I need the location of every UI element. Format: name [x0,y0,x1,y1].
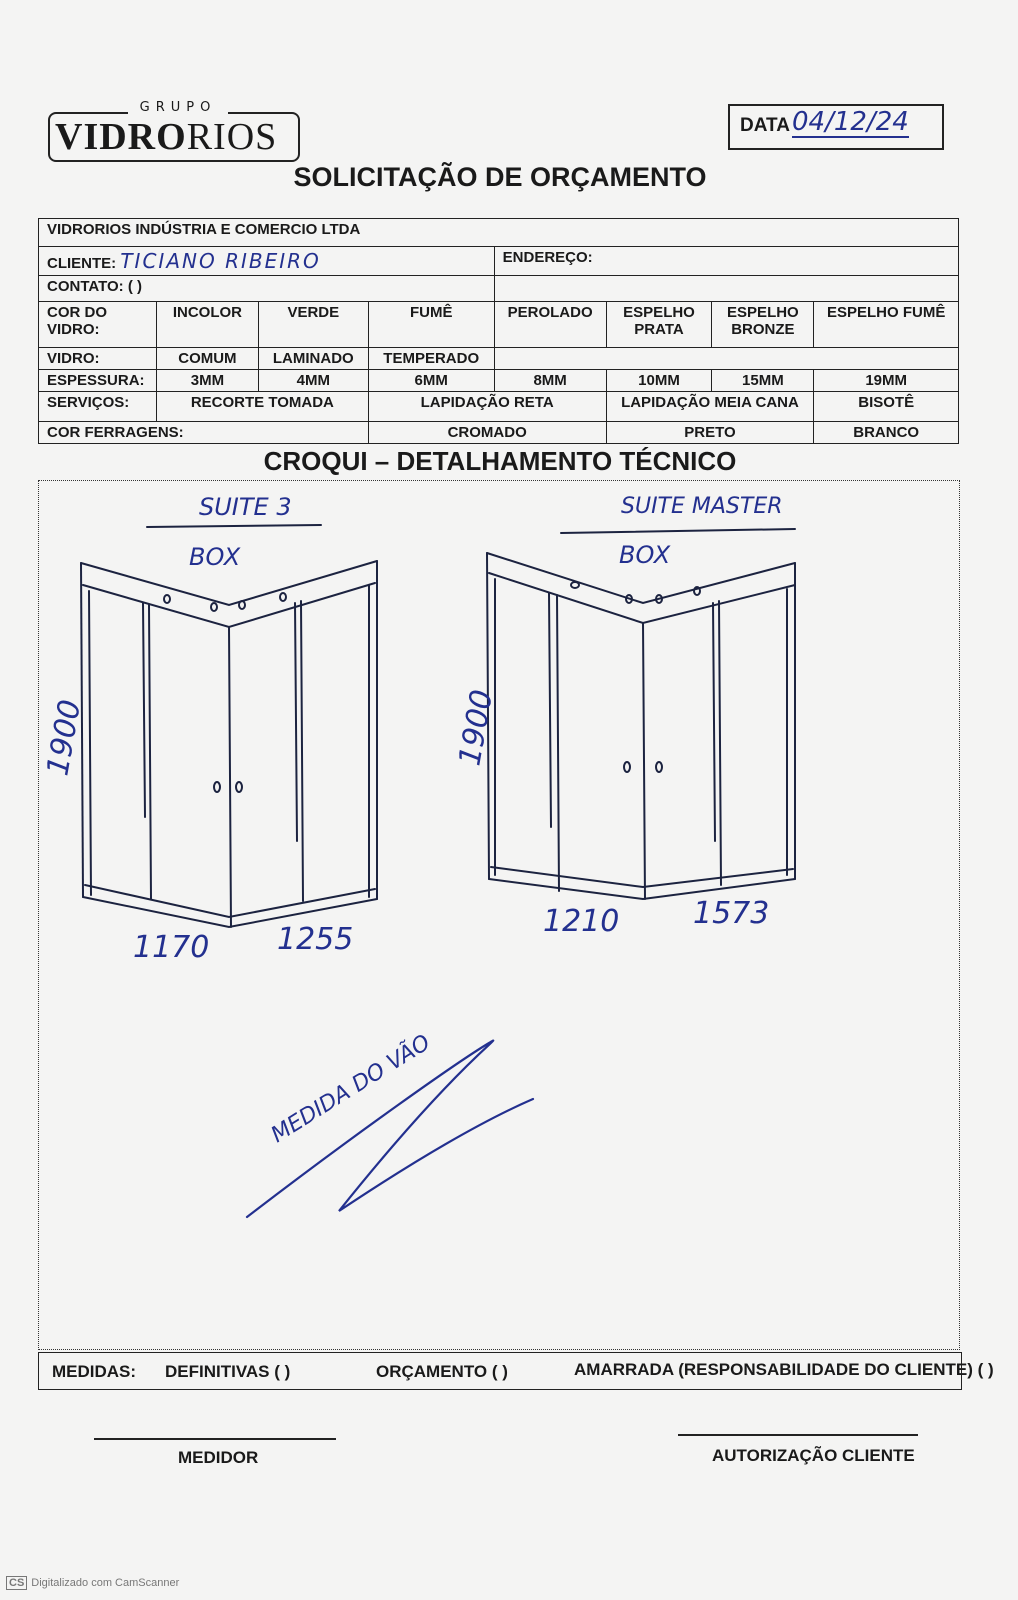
date-value: 04/12/24 [792,107,909,137]
option-comum: COMUM [156,348,258,370]
orcamento-option: ORÇAMENTO ( ) [376,1362,508,1381]
option-8mm: 8MM [494,370,606,392]
right-handle-1 [624,762,630,772]
option-4mm: 4MM [258,370,368,392]
logo-brand-bold: VIDRO [55,116,187,158]
left-width-b: 1255 [277,922,354,957]
croqui-title: CROQUI – DETALHAMENTO TÉCNICO [263,446,737,476]
left-panel-line-2 [143,603,145,817]
right-type: BOX [619,541,671,569]
contato-field: CONTATO: ( ) [39,276,495,302]
right-height: 1900 [452,687,501,769]
cor-vidro-label: COR DO VIDRO: [39,302,157,348]
definitivas-option: DEFINITIVAS ( ) [165,1362,291,1381]
left-panel-line-3 [149,605,151,899]
page-title: SOLICITAÇÃO DE ORÇAMENTO [293,162,707,192]
logo [55,112,277,162]
right-width-b: 1573 [693,896,770,931]
right-title: SUITE MASTER [621,494,783,519]
right-title-underline [561,529,795,533]
option-cromado: CROMADO [368,422,606,444]
left-title-underline [147,525,321,527]
cliente-label: CLIENTE: [47,255,117,272]
option-espelho-bronze: ESPELHO BRONZE [712,302,814,348]
contato-blank [494,276,958,302]
option-verde: VERDE [258,302,368,348]
logo-grupo: GRUPO [128,100,228,115]
autorizacao-label: AUTORIZAÇÃO CLIENTE [712,1446,915,1465]
endereco-field: ENDEREÇO: [494,247,958,276]
left-panel-line-4 [295,603,297,841]
option-branco: BRANCO [814,422,959,444]
right-center-corner [643,623,645,899]
left-width-a: 1170 [133,930,210,965]
option-preto: PRETO [606,422,814,444]
option-fume: FUMÊ [368,302,494,348]
medida-do-vao-note: MEDIDA DO VÃO [266,1030,435,1149]
option-espelho-fume: ESPELHO FUMÊ [814,302,959,348]
camscanner-icon: CS [6,1576,27,1590]
option-3mm: 3MM [156,370,258,392]
left-center-corner [229,627,231,927]
client-signature-line [678,1434,918,1436]
option-lapidacao-reta: LAPIDAÇÃO RETA [368,392,606,422]
order-form-table [38,218,959,444]
sketch-area [38,480,960,1350]
left-roller-2 [211,603,217,611]
scanner-watermark [6,1576,179,1590]
medidor-signature-line [94,1438,336,1440]
right-roller-1 [571,582,579,588]
option-recorte-tomada: RECORTE TOMADA [156,392,368,422]
cliente-field [39,247,495,276]
company-name: VIDRORIOS INDÚSTRIA E COMERCIO LTDA [39,219,959,247]
left-roller-4 [280,593,286,601]
right-panel-line-5 [719,601,721,885]
option-perolado: PEROLADO [494,302,606,348]
left-title: SUITE 3 [199,493,292,521]
right-panel-line-2 [549,593,551,827]
cliente-value: TICIANO RIBEIRO [120,249,321,273]
sketch-drawing [39,481,961,1351]
left-type: BOX [189,543,241,571]
option-10mm: 10MM [606,370,712,392]
option-19mm: 19MM [814,370,959,392]
right-handle-2 [656,762,662,772]
scanner-text: Digitalizado com CamScanner [31,1577,180,1589]
left-height: 1900 [40,697,89,779]
ferragens-label: COR FERRAGENS: [39,422,369,444]
option-temperado: TEMPERADO [368,348,494,370]
vidro-blank [494,348,958,370]
right-panel-line-4 [713,603,715,841]
left-roller-3 [239,601,245,609]
option-incolor: INCOLOR [156,302,258,348]
right-panel-line-3 [557,595,559,891]
medidas-label: MEDIDAS: [52,1362,137,1381]
logo-brand-light: RIOS [186,116,278,158]
right-width-a: 1210 [543,904,620,939]
right-top-rail-bottom [489,573,795,623]
medidor-label: MEDIDOR [178,1448,259,1467]
left-handle-1 [214,782,220,792]
espessura-label: ESPESSURA: [39,370,157,392]
option-espelho-prata: ESPELHO PRATA [606,302,712,348]
vidro-label: VIDRO: [39,348,157,370]
option-lapidacao-meia-cana: LAPIDAÇÃO MEIA CANA [606,392,814,422]
option-6mm: 6MM [368,370,494,392]
servicos-label: SERVIÇOS: [39,392,157,422]
left-roller-1 [164,595,170,603]
option-15mm: 15MM [712,370,814,392]
left-panel-line-5 [301,601,303,901]
amarrada-option: AMARRADA (RESPONSABILIDADE DO CLIENTE) ( ) [574,1360,994,1379]
left-handle-2 [236,782,242,792]
date-label: DATA [740,115,790,136]
option-bisote: BISOTÊ [814,392,959,422]
right-bottom-rail-top [491,867,793,887]
option-laminado: LAMINADO [258,348,368,370]
left-panel-line-1 [89,591,91,895]
